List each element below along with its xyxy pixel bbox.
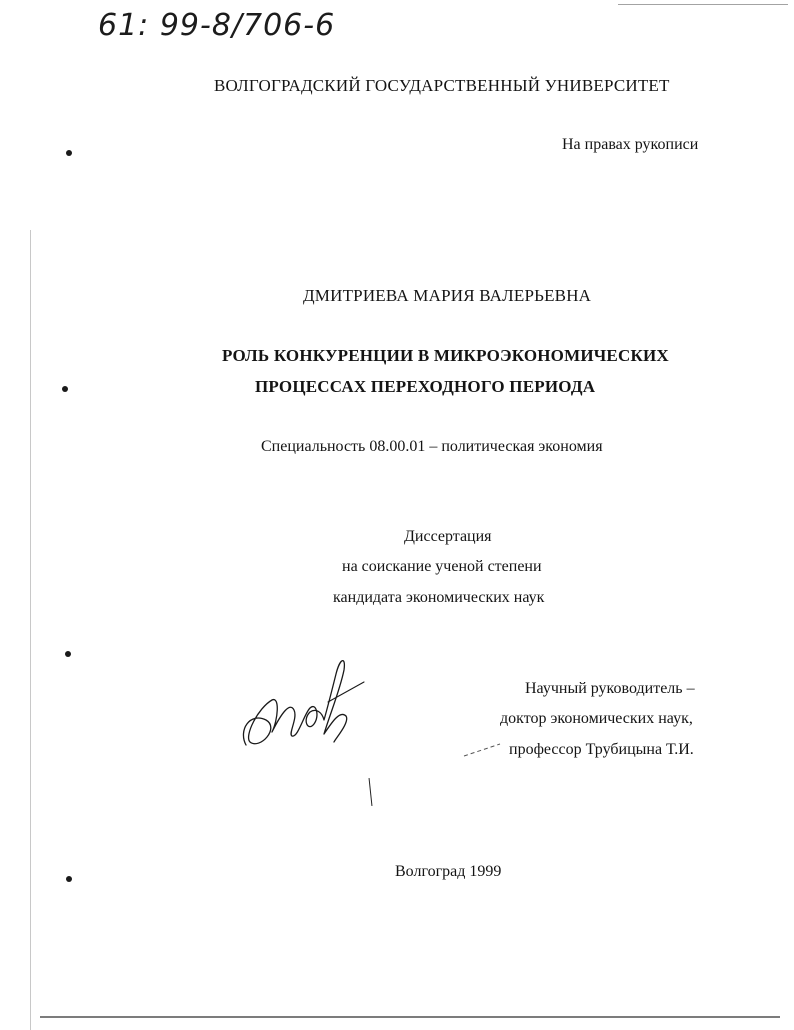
specialty-line: Специальность 08.00.01 – политическая экономия <box>261 438 603 455</box>
author-name: ДМИТРИЕВА МАРИЯ ВАЛЕРЬЕВНА <box>303 286 592 305</box>
handwritten-archive-code: 61: 99-8/706-6 <box>98 8 336 43</box>
dissertation-title-line-2: ПРОЦЕССАХ ПЕРЕХОДНОГО ПЕРИОДА <box>255 377 596 396</box>
signature-dash-mark <box>462 740 502 760</box>
advisor-label: Научный руководитель – <box>525 680 695 697</box>
stray-pen-mark <box>369 778 373 806</box>
university-name: ВОЛГОГРАДСКИЙ ГОСУДАРСТВЕННЫЙ УНИВЕРСИТЕТ <box>214 76 670 95</box>
manuscript-rights-note: На правах рукописи <box>562 136 699 153</box>
city-and-year: Волгоград 1999 <box>395 863 502 880</box>
scan-edge-line-left <box>30 230 31 1030</box>
degree-name-line: кандидата экономических наук <box>333 589 545 606</box>
scan-edge-line-bottom <box>40 1016 780 1018</box>
punch-hole-mark <box>65 651 71 657</box>
degree-purpose-line: на соискание ученой степени <box>342 558 542 575</box>
handwritten-signature <box>236 650 376 760</box>
scan-edge-line-top <box>618 4 788 5</box>
advisor-degree: доктор экономических наук, <box>500 710 693 727</box>
punch-hole-mark <box>62 386 68 392</box>
punch-hole-mark <box>66 150 72 156</box>
dissertation-title-line-1: РОЛЬ КОНКУРЕНЦИИ В МИКРОЭКОНОМИЧЕСКИХ <box>222 346 669 365</box>
advisor-name: профессор Трубицына Т.И. <box>509 741 694 758</box>
punch-hole-mark <box>66 876 72 882</box>
dissertation-label: Диссертация <box>404 528 492 545</box>
